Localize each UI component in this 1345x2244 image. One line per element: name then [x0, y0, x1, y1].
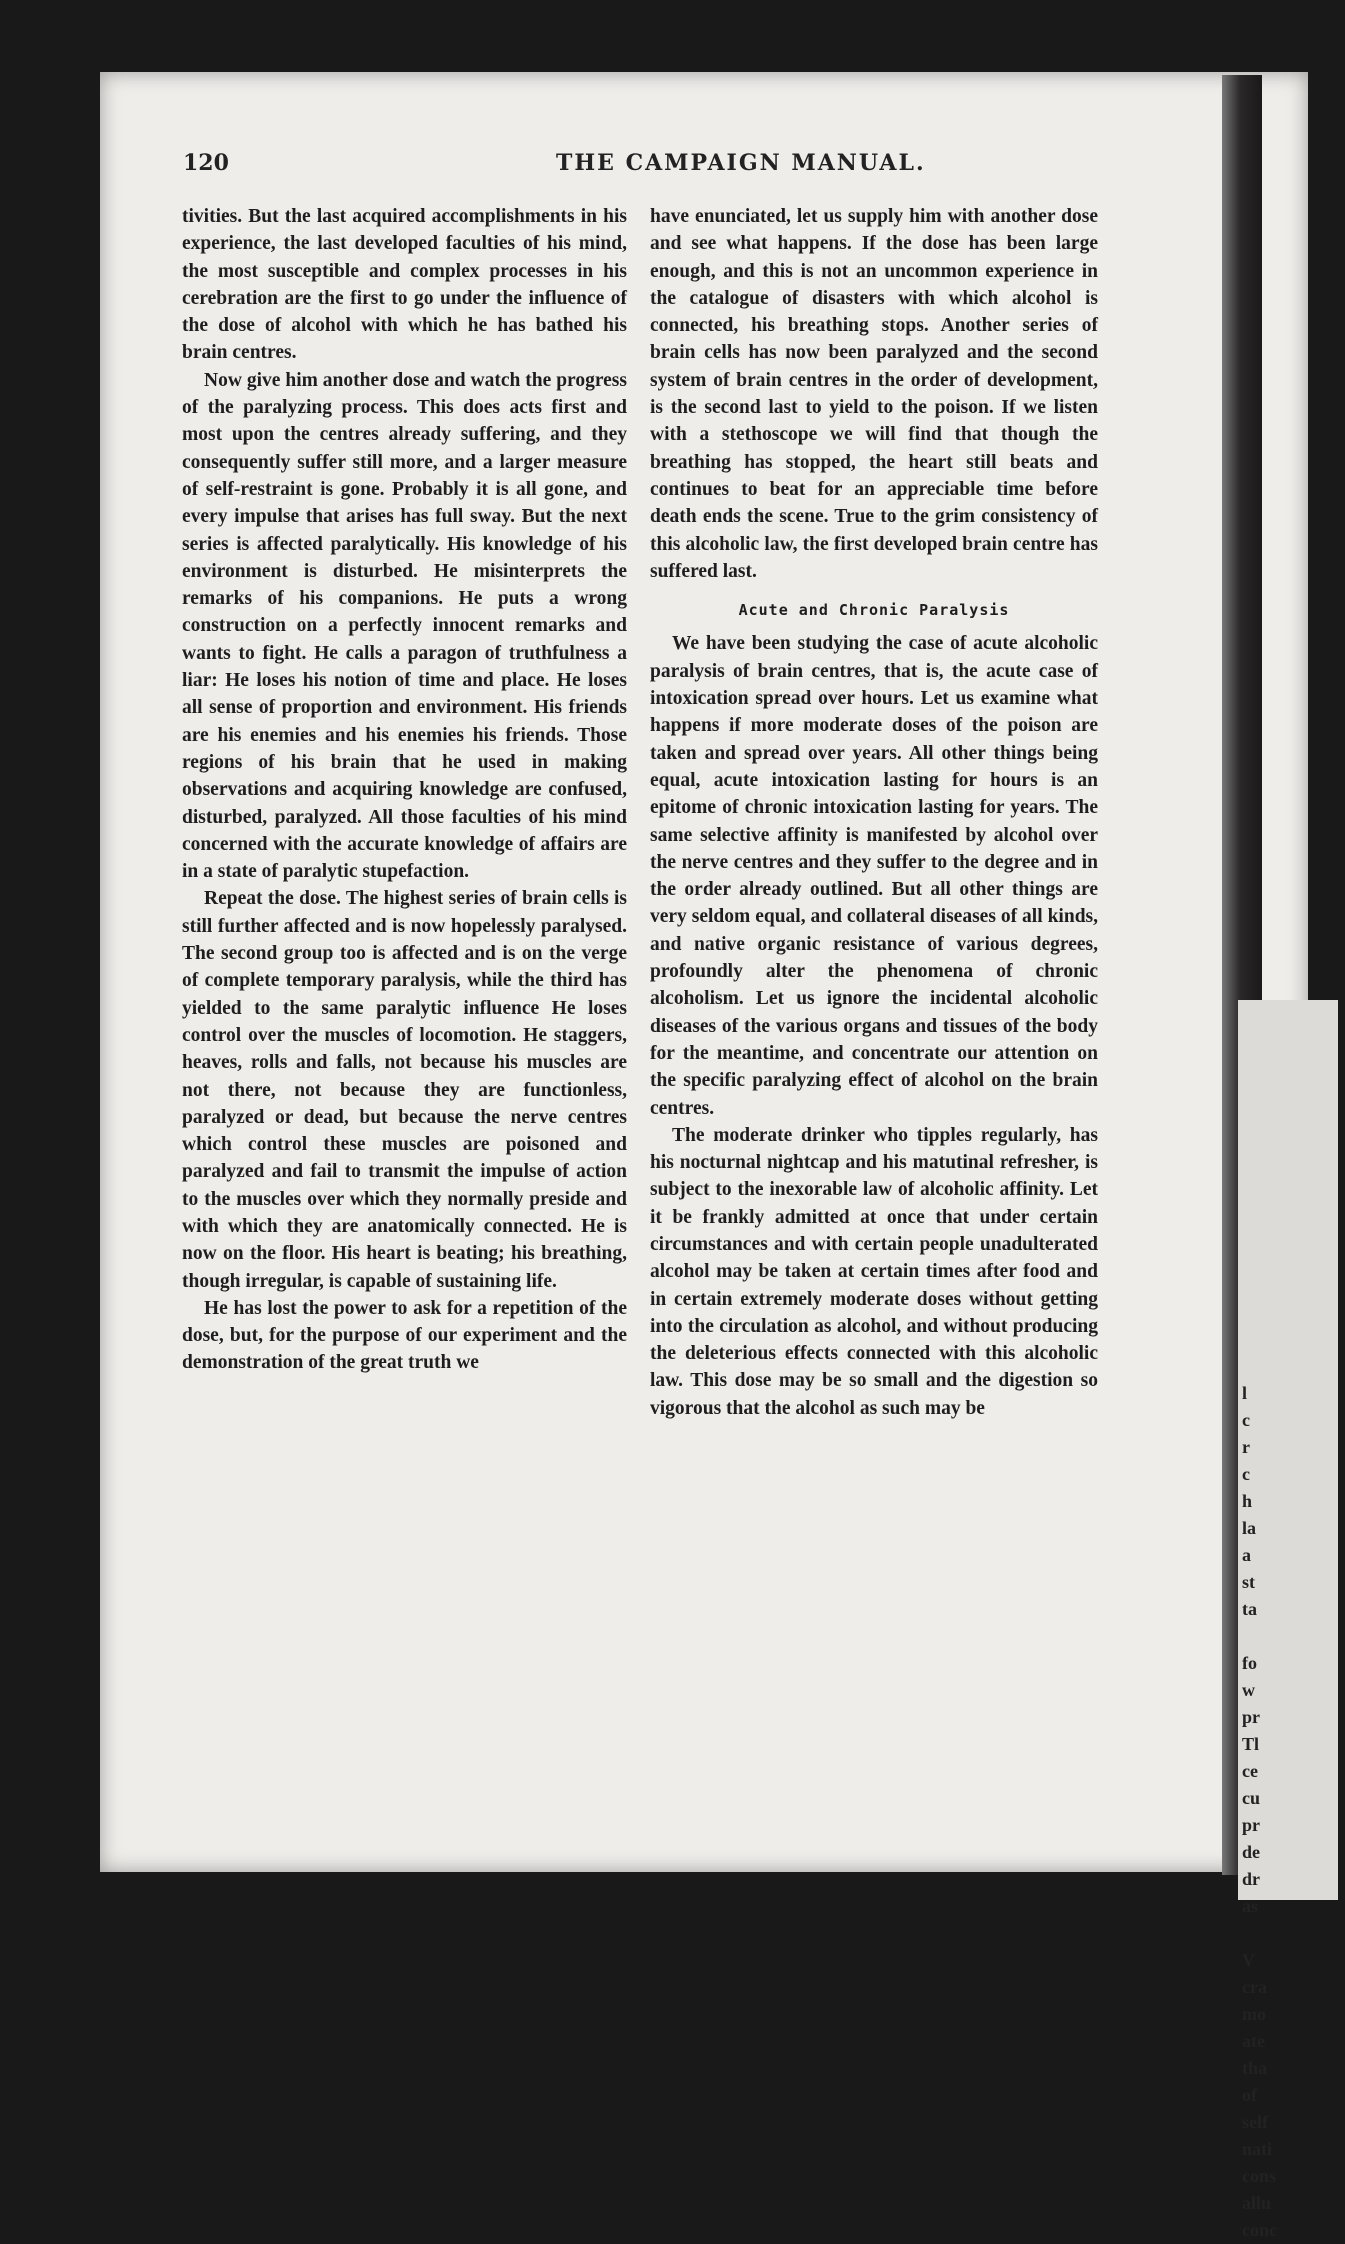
right-column: [650, 203, 1098, 1422]
page-number: 120: [183, 150, 229, 176]
running-title: THE CAMPAIGN MANUAL.: [556, 150, 926, 176]
paragraph: The moderate drinker who tipples regularly, has his nocturnal nightcap and his matutinal refresher, is subject to the inexorable law of alcoholic affinity. Let it be frankly admitted at once that under certain circumstances and with certain people unadulterated alcohol may be taken at certain times after food and in certain extremely moderate doses without getting into the circulation as alcohol, and without producing the deleterious effects connected with this alcoholic law. This dose may be so small and the digestion so vigorous that the alcohol as such may be: [650, 1124, 1098, 1419]
paragraph: tivities. But the last acquired accomplishments in his experience, the last developed faculties of his mind, the most susceptible and complex processes in his cerebration are the first to go under the influence of the dose of alcohol with which he has bathed his brain centres.: [182, 206, 627, 364]
paragraph: Repeat the dose. The highest series of brain cells is still further affected and is now hopelessly paralysed. The second group too is affected and is on the verge of complete temporary paralysis, while the third has yielded to the same paralytic influence He loses control over the muscles of locomotion. He staggers, heaves, rolls and falls, not because his muscles are not there, not because they are functionless, paralyzed or dead, but because the nerve centres which control these muscles are poisoned and paralyzed and fail to transmit the impulse of action to the muscles over which they normally preside and with which they are anatomically connected. He is now on the floor. His heart is beating; his breathing, though irregular, is capable of sustaining life.: [182, 888, 627, 1292]
paragraph: He has lost the power to ask for a repetition of the dose, but, for the purpose of our experiment and the demonstration of the great truth we: [182, 1297, 627, 1374]
paragraph: Now give him another dose and watch the progress of the paralyzing process. This does acts first and most upon the centres already suffering, and they consequently suffer still more, and a larger measure of self-restraint is gone. Probably it is all gone, and every impulse that arises has full sway. But the next series is affected paralytically. His knowledge of his environment is disturbed. He misinterprets the remarks of his companions. He puts a wrong construction on a perfectly innocent remarks and wants to fight. He calls a paragon of truthfulness a liar: He loses his notion of time and place. He loses all sense of proportion and environment. His friends are his enemies and his enemies his friends. Those regions of his brain that he used in making observations and acquiring knowledge are confused, disturbed, paralyzed. All those faculties of his mind concerned with the accurate knowledge of affairs are in a state of paralytic stupefaction.: [182, 369, 627, 883]
paragraph: We have been studying the case of acute alcoholic paralysis of brain centres, that is, the acute case of intoxication spread over hours. Let us examine what happens if more moderate doses of the poison are taken and spread over years. All other things being equal, acute intoxication lasting for hours is an epitome of chronic intoxication lasting for years. The same selective affinity is manifested by alcohol over the nerve centres and they suffer to the degree and in the order already outlined. But all other things are very seldom equal, and collateral diseases of all kinds, and native organic resistance of various degrees, profoundly alter the phenomena of chronic alcoholism. Let us ignore the incidental alcoholic diseases of the various organs and tissues of the body for the meantime, and concentrate our attention on the specific paralyzing effect of alcohol on the brain centres.: [650, 633, 1098, 1119]
page-header: [183, 150, 1033, 190]
paragraph: have enunciated, let us supply him with another dose and see what happens. If the dose has been large enough, and this is not an uncommon experience in the catalogue of disasters with which alcohol is connected, his breathing stops. Another series of brain cells has now been paralyzed and the second system of brain centres in the order of development, is the second last to yield to the poison. If we listen with a stethoscope we will find that though the breathing has stopped, the heart still beats and continues to beat for an appreciable time before death ends the scene. True to the grim consistency of this alcoholic law, the first developed brain centre has suffered last.: [650, 206, 1098, 582]
section-heading: Acute and Chronic Paralysis: [738, 601, 1010, 620]
left-column: [182, 203, 627, 1377]
adjacent-page-text-fragments: l c r c h la a st ta fo w pr Tl ce cu pr de dr as V cra mo ate tha of self nati cons allu conc: [1242, 1383, 1277, 2240]
